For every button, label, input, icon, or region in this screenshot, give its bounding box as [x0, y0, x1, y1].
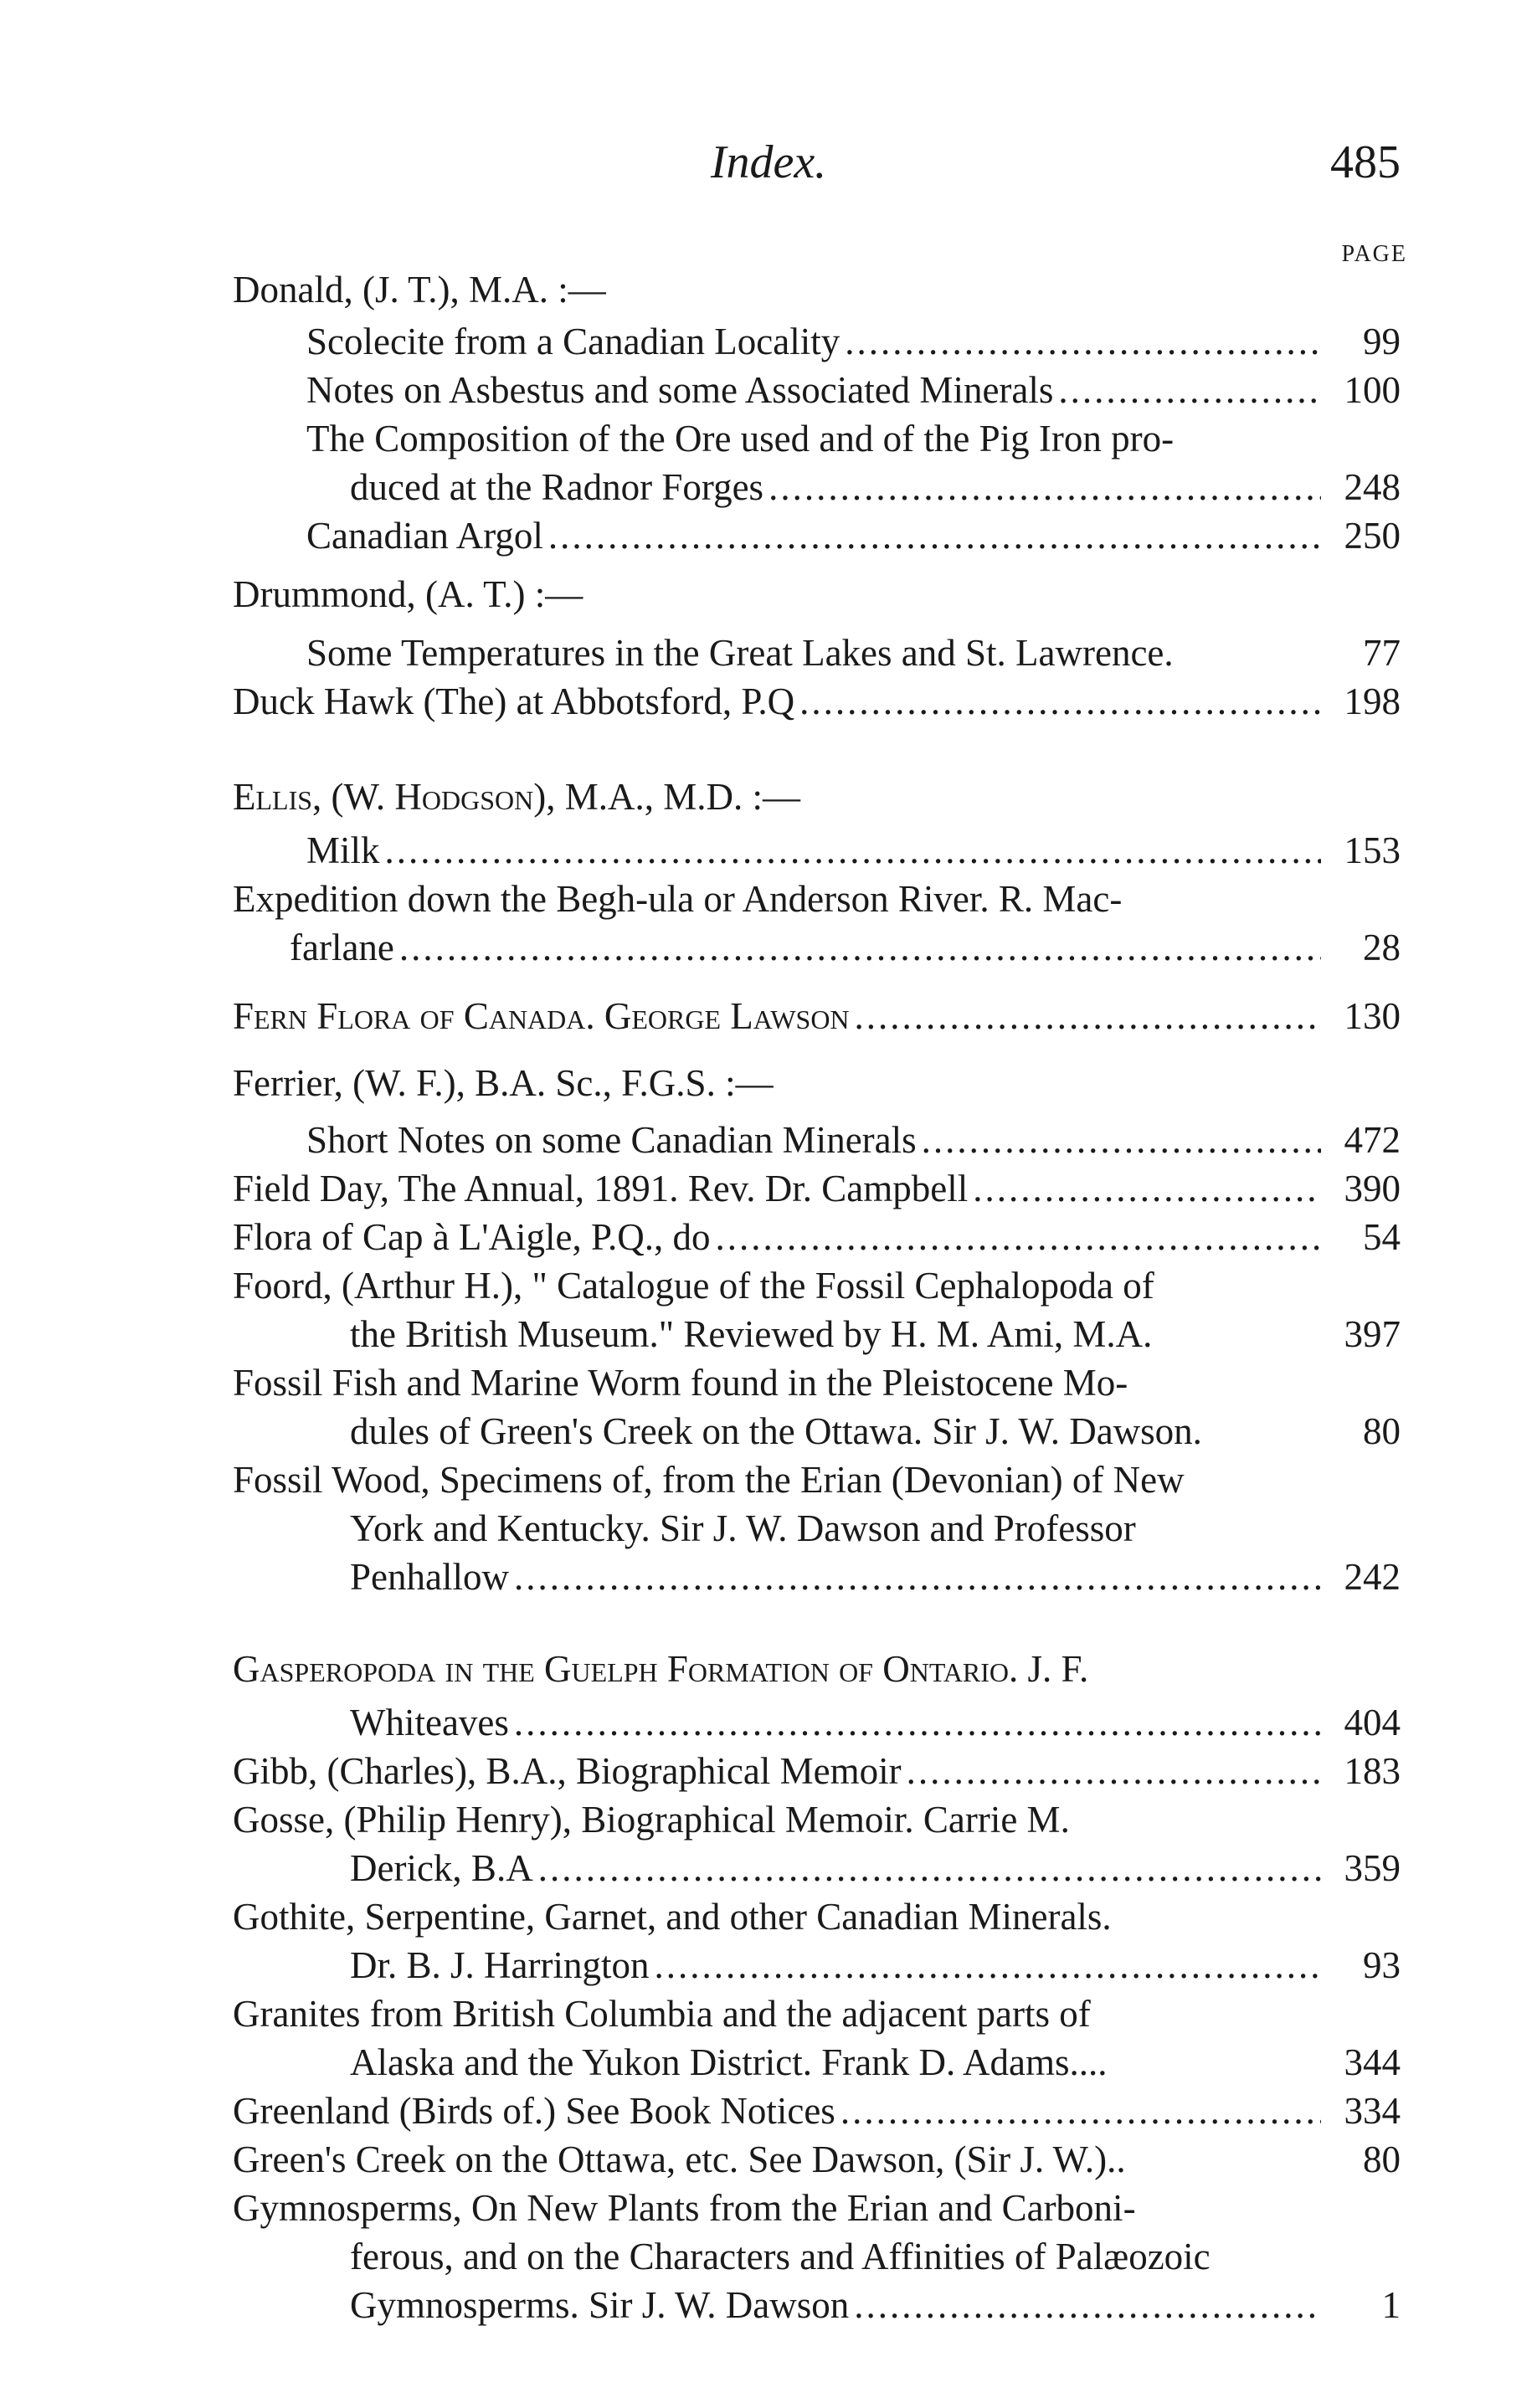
index-page-ref: 397	[1344, 1313, 1401, 1355]
index-line-text: Fossil Fish and Marine Worm found in the Pleistocene Mo-	[233, 1362, 1128, 1404]
index-line	[233, 993, 1321, 1040]
dot-leader	[399, 924, 1321, 971]
index-line	[233, 571, 1321, 618]
index-line	[233, 1748, 1321, 1794]
index-page-ref: 404	[1344, 1702, 1401, 1743]
index-line	[233, 1990, 1321, 2037]
dot-leader	[514, 1553, 1321, 1600]
index-line	[290, 924, 1321, 971]
index-line	[233, 2136, 1321, 2183]
index-page-ref: 130	[1344, 995, 1401, 1037]
index-line	[233, 678, 1321, 725]
dot-leader	[855, 993, 1321, 1040]
index-line	[350, 1845, 1321, 1892]
index-line	[233, 1165, 1321, 1212]
index-line-text: dules of Green's Creek on the Ottawa. Sir J. W. Dawson.	[350, 1410, 1202, 1452]
index-page-ref: 100	[1344, 369, 1401, 411]
index-page-ref: 242	[1344, 1556, 1401, 1598]
index-line	[350, 1553, 1321, 1600]
index-line-text: Short Notes on some Canadian Minerals	[306, 1119, 917, 1161]
dot-leader	[716, 1214, 1321, 1260]
dot-leader	[854, 2282, 1321, 2328]
index-line-text: Field Day, The Annual, 1891. Rev. Dr. Campbell	[233, 1168, 969, 1209]
index-line-text: The Composition of the Ore used and of the Pig Iron pro-	[306, 418, 1175, 460]
index-page-ref: 80	[1363, 2138, 1401, 2180]
index-line-text: Penhallow	[350, 1556, 509, 1598]
index-line	[306, 415, 1321, 462]
page-column-label: PAGE	[1341, 241, 1407, 267]
index-line-text: York and Kentucky. Sir J. W. Dawson and Professor	[350, 1507, 1136, 1549]
index-page-ref: 28	[1363, 927, 1401, 968]
index-page-ref: 80	[1363, 1410, 1401, 1452]
dot-leader	[845, 318, 1321, 365]
index-line-text: Gibb, (Charles), B.A., Biographical Memoir	[233, 1750, 902, 1792]
index-line	[233, 2185, 1321, 2231]
index-line-text: Some Temperatures in the Great Lakes and St. Lawrence.	[306, 632, 1174, 674]
index-page-ref: 183	[1344, 1750, 1401, 1792]
index-line-text: Whiteaves	[350, 1702, 509, 1743]
index-line-text: Donald, (J. T.), M.A. :—	[233, 269, 606, 311]
index-page-ref: 248	[1344, 466, 1401, 508]
index-line-text: ferous, and on the Characters and Affinities of Palæozoic	[350, 2236, 1211, 2277]
index-page-ref: 250	[1344, 515, 1401, 557]
index-line	[306, 318, 1321, 365]
index-line-text: Greenland (Birds of.) See Book Notices	[233, 2090, 835, 2132]
index-line-text: Gasperopoda in the Guelph Formation of Ontario. J. F.	[233, 1648, 1089, 1690]
dot-leader	[538, 1845, 1321, 1892]
index-line-text: Expedition down the Begh-ula or Anderson River. R. Mac-	[233, 878, 1123, 920]
index-line	[306, 512, 1321, 559]
index-page-ref: 359	[1344, 1847, 1401, 1889]
index-line	[350, 464, 1321, 511]
index-line-text: Duck Hawk (The) at Abbotsford, P.Q	[233, 680, 795, 722]
dot-leader	[907, 1748, 1321, 1794]
index-page-ref: 99	[1363, 321, 1401, 362]
index-line-text: Green's Creek on the Ottawa, etc. See Dawson, (Sir J. W.)..	[233, 2138, 1126, 2180]
index-line-text: Ellis, (W. Hodgson), M.A., M.D. :—	[233, 776, 800, 818]
index-line	[233, 1796, 1321, 1843]
index-page-ref: 54	[1363, 1216, 1401, 1258]
dot-leader	[514, 1699, 1321, 1746]
index-line	[350, 2282, 1321, 2328]
index-line	[306, 367, 1321, 413]
index-page-ref: 390	[1344, 1168, 1401, 1209]
index-line-text: Alaska and the Yukon District. Frank D. Adams....	[350, 2041, 1108, 2083]
index-line-text: Gothite, Serpentine, Garnet, and other Canadian Minerals.	[233, 1896, 1112, 1938]
index-line-text: Drummond, (A. T.) :—	[233, 573, 583, 615]
index-line	[233, 1893, 1321, 1940]
index-line-text: Milk	[306, 829, 380, 871]
index-line-text: Fern Flora of Canada. George Lawson	[233, 995, 850, 1037]
index-line-text: Flora of Cap à L'Aigle, P.Q., do	[233, 1216, 711, 1258]
index-line-text: Granites from British Columbia and the adjacent parts of	[233, 1993, 1091, 2035]
index-page-ref: 77	[1363, 632, 1401, 674]
index-line-text: Ferrier, (W. F.), B.A. Sc., F.G.S. :—	[233, 1062, 774, 1104]
index-line-text: Gymnosperms. Sir J. W. Dawson	[350, 2284, 850, 2326]
index-line-text: Notes on Asbestus and some Associated Minerals	[306, 369, 1054, 411]
dot-leader	[654, 1942, 1321, 1989]
index-line-text: Gosse, (Philip Henry), Biographical Memoir. Carrie M.	[233, 1799, 1070, 1841]
index-line	[233, 1456, 1321, 1503]
index-line	[233, 2087, 1321, 2134]
index-line	[350, 1505, 1321, 1552]
index-page-ref: 334	[1344, 2090, 1401, 2132]
dot-leader	[922, 1117, 1321, 1163]
index-line-text: Foord, (Arthur H.), " Catalogue of the Fossil Cephalopoda of	[233, 1265, 1154, 1307]
index-line	[233, 875, 1321, 922]
index-page-ref: 93	[1363, 1944, 1401, 1986]
index-line	[350, 1942, 1321, 1989]
index-line	[233, 1060, 1321, 1106]
dot-leader	[973, 1165, 1321, 1212]
index-line	[233, 773, 1321, 820]
index-page-ref: 472	[1344, 1119, 1401, 1161]
index-line-text: Gymnosperms, On New Plants from the Erian and Carboni-	[233, 2187, 1136, 2229]
dot-leader	[385, 827, 1321, 874]
index-line	[306, 827, 1321, 874]
index-line-text: the British Museum." Reviewed by H. M. Ami, M.A.	[350, 1313, 1153, 1355]
index-page-ref: 1	[1381, 2284, 1401, 2326]
index-line-text: Scolecite from a Canadian Locality	[306, 321, 840, 362]
dot-leader	[548, 512, 1321, 559]
page-number: 485	[1330, 136, 1401, 188]
dot-leader	[768, 464, 1321, 511]
page-header-title: Index.	[710, 136, 827, 188]
index-line	[233, 1262, 1321, 1309]
index-line-text: Fossil Wood, Specimens of, from the Erian (Devonian) of New	[233, 1459, 1185, 1501]
index-line	[350, 1699, 1321, 1746]
index-line	[350, 1311, 1321, 1358]
index-line	[233, 1359, 1321, 1406]
index-line-text: duced at the Radnor Forges	[350, 466, 764, 508]
index-line-text: Canadian Argol	[306, 515, 543, 557]
index-page-ref: 344	[1344, 2041, 1401, 2083]
index-line	[350, 1408, 1321, 1455]
index-line	[233, 1214, 1321, 1260]
index-line-text: farlane	[290, 927, 394, 968]
index-line	[306, 629, 1321, 676]
index-line	[350, 2039, 1321, 2086]
index-page-ref: 153	[1344, 829, 1401, 871]
index-line	[233, 266, 1321, 313]
index-line-text: Derick, B.A	[350, 1847, 533, 1889]
index-line	[233, 1646, 1321, 1692]
dot-leader	[840, 2087, 1321, 2134]
dot-leader	[799, 678, 1321, 725]
index-page-ref: 198	[1344, 680, 1401, 722]
index-line	[350, 2233, 1321, 2280]
index-line	[306, 1117, 1321, 1163]
index-line-text: Dr. B. J. Harrington	[350, 1944, 650, 1986]
